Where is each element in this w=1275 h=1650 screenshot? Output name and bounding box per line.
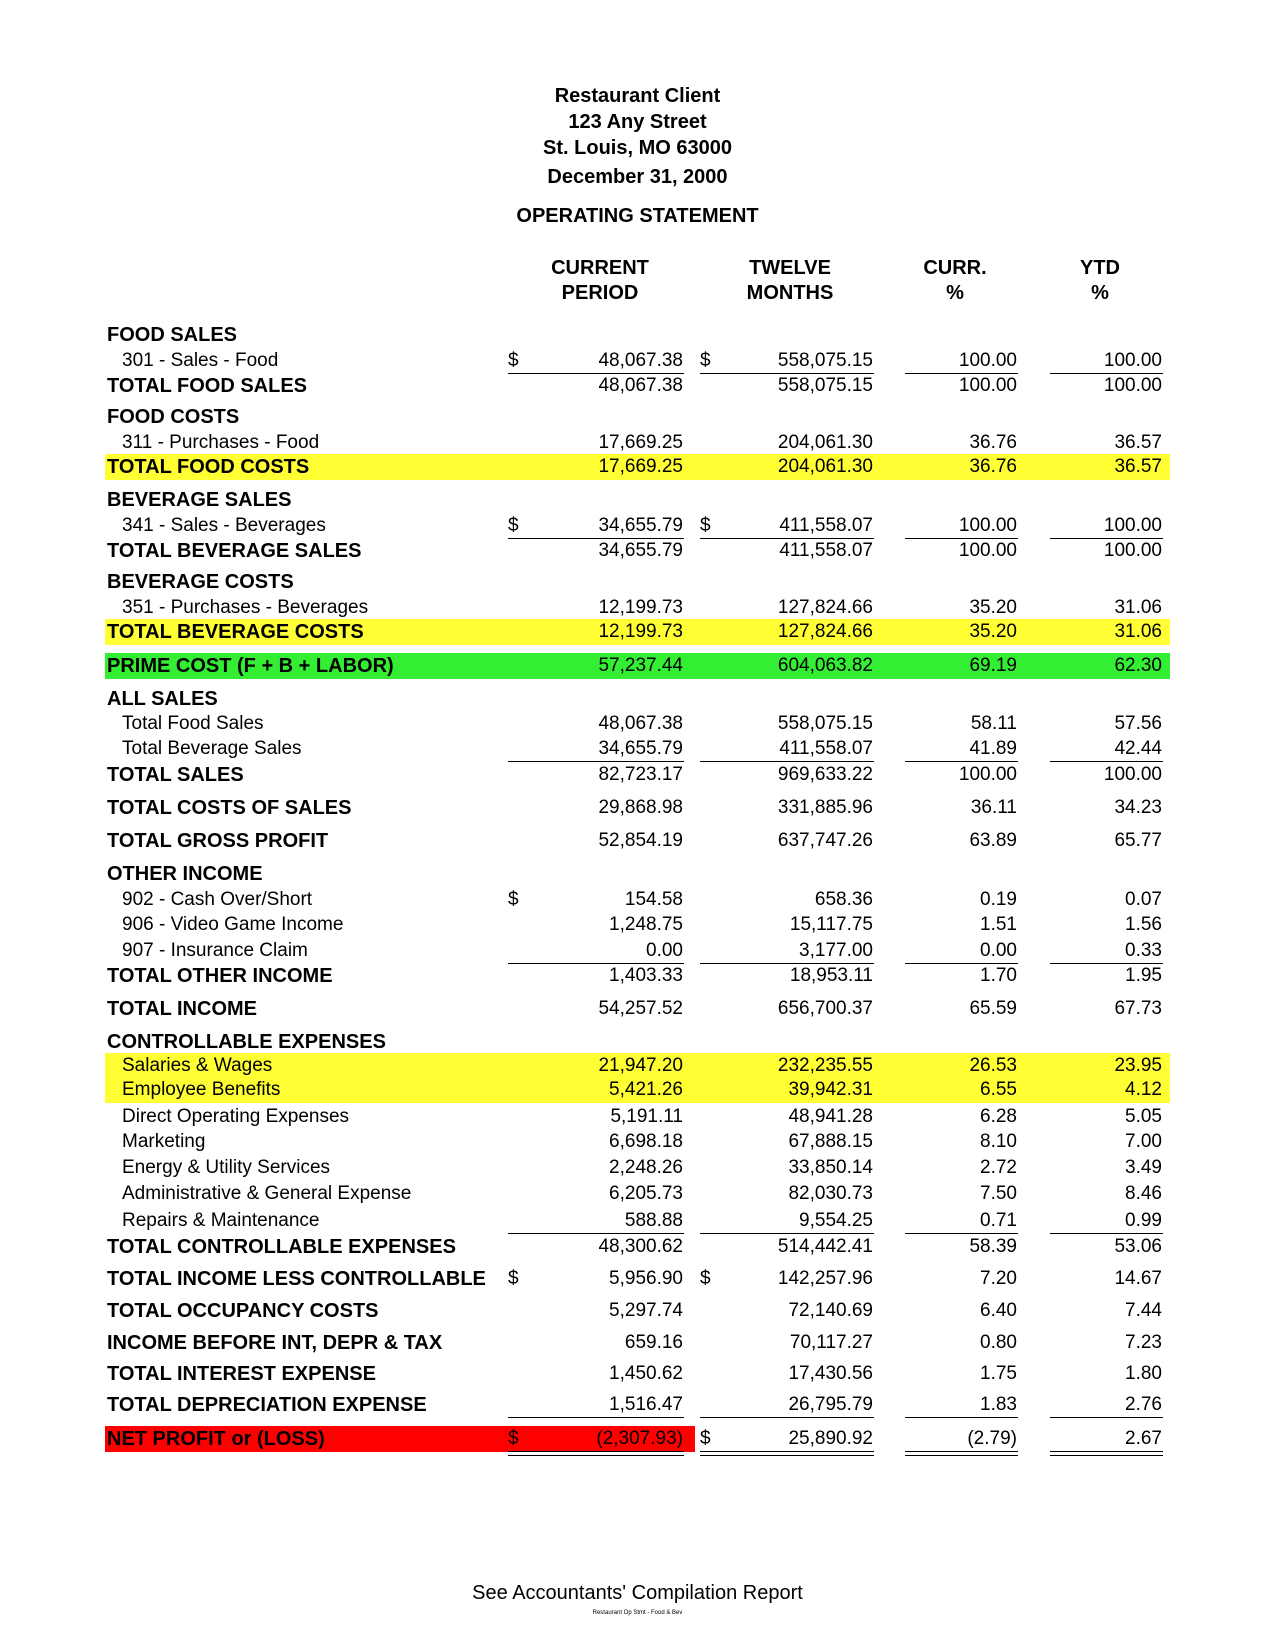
value-tm: 17,430.56: [788, 1363, 873, 1384]
value-tm: 48,941.28: [788, 1106, 873, 1127]
statement-row: [0, 1363, 1275, 1387]
row-label: 906 - Video Game Income: [122, 914, 344, 935]
underline: [905, 963, 1018, 964]
row-label: TOTAL COSTS OF SALES: [107, 797, 352, 819]
underline: [905, 1455, 1018, 1456]
underline: [1050, 538, 1163, 539]
value-tm: 558,075.15: [777, 713, 873, 734]
statement-row: [0, 515, 1275, 539]
value-cu: 1.51: [980, 914, 1017, 935]
row-label: CONTROLLABLE EXPENSES: [107, 1031, 386, 1053]
statement-row: [0, 375, 1275, 399]
statement-row: [0, 1131, 1275, 1155]
underline: [508, 1233, 684, 1234]
statement-row: [0, 1106, 1275, 1130]
value-yt: 62.30: [1114, 655, 1162, 676]
value-tm: 331,885.96: [777, 797, 873, 818]
value-yt: 100.00: [1103, 540, 1162, 561]
value-cp: 17,669.25: [598, 432, 683, 453]
row-label: TOTAL DEPRECIATION EXPENSE: [107, 1394, 427, 1416]
value-cp: (2,307.93): [596, 1428, 683, 1449]
value-cp: 659.16: [624, 1332, 683, 1353]
value-tm: 558,075.15: [777, 350, 873, 371]
col-current-period: [525, 256, 675, 306]
value-cu: 2.72: [980, 1157, 1017, 1178]
value-tm: 411,558.07: [779, 738, 873, 759]
underline: [1050, 373, 1163, 374]
underline: [508, 1451, 684, 1452]
value-yt: 5.05: [1125, 1106, 1162, 1127]
statement-row: [0, 1210, 1275, 1234]
row-label: Employee Benefits: [122, 1079, 281, 1100]
statement-row: [0, 764, 1275, 788]
value-cp: 34,655.79: [598, 738, 683, 759]
col-curr-percent-line2: %: [946, 282, 964, 304]
company-name: Restaurant Client: [554, 85, 721, 107]
statement-row: [0, 998, 1275, 1022]
value-cu: 0.80: [980, 1332, 1017, 1353]
row-label: Energy & Utility Services: [122, 1157, 331, 1178]
value-cu: 41.89: [969, 738, 1017, 759]
row-label: TOTAL BEVERAGE SALES: [107, 540, 362, 562]
statement-row: [0, 797, 1275, 821]
value-tm: 411,558.07: [779, 515, 873, 536]
value-yt: 34.23: [1114, 797, 1162, 818]
value-yt: 36.57: [1114, 456, 1162, 477]
value-cu: 36.76: [969, 432, 1017, 453]
value-tm: 204,061.30: [777, 432, 873, 453]
statement-row: [0, 1268, 1275, 1292]
value-tm: 411,558.07: [779, 540, 873, 561]
col-ytd-percent-line1: YTD: [1080, 257, 1120, 279]
value-tm: 39,942.31: [788, 1079, 873, 1100]
value-cu: 35.20: [969, 597, 1017, 618]
row-label: Administrative & General Expense: [122, 1183, 412, 1204]
value-yt: 7.23: [1125, 1332, 1162, 1353]
col-curr-percent: [905, 256, 1005, 306]
underline: [905, 1233, 1018, 1234]
underline: [508, 963, 684, 964]
underline: [905, 761, 1018, 762]
value-cu: 1.70: [980, 965, 1017, 986]
value-tm: 72,140.69: [788, 1300, 873, 1321]
value-cp: 29,868.98: [598, 797, 683, 818]
row-label: Salaries & Wages: [122, 1055, 273, 1076]
value-cp: 5,421.26: [609, 1079, 683, 1100]
value-yt: 31.06: [1114, 621, 1162, 642]
underline: [508, 1417, 684, 1418]
underline: [700, 963, 874, 964]
statement-row: [0, 456, 1275, 480]
value-cu: 100.00: [958, 350, 1017, 371]
value-cu: 36.11: [970, 797, 1017, 818]
value-yt: 7.44: [1125, 1300, 1162, 1321]
value-cp: 34,655.79: [598, 540, 683, 561]
value-cu: 69.19: [969, 655, 1017, 676]
value-cp: 2,248.26: [609, 1157, 683, 1178]
row-label: Direct Operating Expenses: [122, 1106, 350, 1127]
value-cp: 52,854.19: [598, 830, 683, 851]
footer-note: See Accountants' Compilation Report: [472, 1582, 803, 1604]
value-cu: 6.40: [980, 1300, 1017, 1321]
value-tm: 70,117.27: [789, 1332, 873, 1353]
value-yt: 100.00: [1103, 350, 1162, 371]
underline: [700, 1233, 874, 1234]
value-cu: 65.59: [969, 998, 1017, 1019]
value-cp: 5,297.74: [609, 1300, 683, 1321]
value-cp: 82,723.17: [598, 764, 683, 785]
row-label: Marketing: [122, 1131, 206, 1152]
value-cu: 100.00: [958, 515, 1017, 536]
value-yt: 8.46: [1125, 1183, 1162, 1204]
statement-row: [0, 1031, 1275, 1055]
value-cp: 1,450.62: [609, 1363, 683, 1384]
value-tm: 604,063.82: [777, 655, 873, 676]
value-cp: 57,237.44: [598, 655, 683, 676]
value-tm: 9,554.25: [799, 1210, 873, 1231]
value-tm: 969,633.22: [777, 764, 873, 785]
row-label: 907 - Insurance Claim: [122, 940, 308, 961]
value-cu: 1.75: [980, 1363, 1017, 1384]
value-yt: 0.33: [1125, 940, 1162, 961]
statement-row: [0, 489, 1275, 513]
value-cp: 1,403.33: [609, 965, 683, 986]
value-cu: 6.55: [980, 1079, 1017, 1100]
value-yt: 1.80: [1125, 1363, 1162, 1384]
row-label: Total Food Sales: [122, 713, 264, 734]
statement-row: [0, 688, 1275, 712]
underline: [700, 1417, 874, 1418]
row-label: TOTAL FOOD SALES: [107, 375, 308, 397]
value-yt: 100.00: [1103, 375, 1162, 396]
value-cp: 21,947.20: [598, 1055, 683, 1076]
value-cp: 17,669.25: [598, 456, 683, 477]
value-cp: 48,067.38: [598, 350, 683, 371]
statement-row: [0, 1236, 1275, 1260]
value-tm: 15,117.75: [789, 914, 873, 935]
dollar-sign: $: [508, 889, 519, 910]
row-label: 351 - Purchases - Beverages: [122, 597, 369, 618]
underline: [1050, 1455, 1163, 1456]
value-tm: 232,235.55: [777, 1055, 873, 1076]
row-label: PRIME COST (F + B + LABOR): [107, 655, 394, 677]
value-cu: 63.89: [969, 830, 1017, 851]
value-tm: 637,747.26: [777, 830, 873, 851]
col-twelve-months-line2: MONTHS: [746, 282, 834, 304]
value-cp: 5,956.90: [609, 1268, 683, 1289]
underline: [1050, 1233, 1163, 1234]
value-cu: 58.11: [970, 713, 1017, 734]
row-label: TOTAL INTEREST EXPENSE: [107, 1363, 376, 1385]
dollar-sign: $: [700, 350, 711, 371]
value-cu: 100.00: [958, 540, 1017, 561]
row-label: INCOME BEFORE INT, DEPR & TAX: [107, 1332, 443, 1354]
statement-row: [0, 889, 1275, 913]
statement-row: [0, 406, 1275, 430]
row-label: TOTAL INCOME: [107, 998, 257, 1020]
statement-row: [0, 713, 1275, 737]
dollar-sign: $: [700, 1428, 711, 1449]
row-label: TOTAL SALES: [107, 764, 244, 786]
value-cu: 100.00: [958, 375, 1017, 396]
underline: [508, 761, 684, 762]
value-tm: 26,795.79: [788, 1394, 873, 1415]
row-label: FOOD COSTS: [107, 406, 240, 428]
statement-row: [0, 1428, 1275, 1452]
value-cp: 54,257.52: [598, 998, 683, 1019]
value-yt: 0.99: [1125, 1210, 1162, 1231]
value-cp: 0.00: [646, 940, 683, 961]
value-cu: 100.00: [958, 764, 1017, 785]
statement-row: [0, 863, 1275, 887]
value-yt: 36.57: [1114, 432, 1162, 453]
underline: [700, 1451, 874, 1452]
row-label: TOTAL CONTROLLABLE EXPENSES: [107, 1236, 456, 1258]
row-label: BEVERAGE COSTS: [107, 571, 294, 593]
value-tm: 67,888.15: [788, 1131, 873, 1152]
statement-row: [0, 1157, 1275, 1181]
underline: [905, 538, 1018, 539]
col-ytd-percent-line2: %: [1091, 282, 1109, 304]
dollar-sign: $: [508, 1428, 519, 1449]
value-tm: 142,257.96: [777, 1268, 873, 1289]
underline: [508, 538, 684, 539]
value-yt: 53.06: [1114, 1236, 1162, 1257]
row-label: TOTAL BEVERAGE COSTS: [107, 621, 364, 643]
value-cp: 1,248.75: [609, 914, 683, 935]
value-tm: 127,824.66: [777, 621, 873, 642]
value-cu: 0.00: [980, 940, 1017, 961]
value-yt: 1.95: [1125, 965, 1162, 986]
underline: [1050, 1451, 1163, 1452]
row-label: TOTAL INCOME LESS CONTROLLABLE: [107, 1268, 486, 1290]
value-yt: 65.77: [1114, 830, 1162, 851]
underline: [700, 761, 874, 762]
value-cu: 8.10: [980, 1131, 1017, 1152]
underline: [905, 1417, 1018, 1418]
underline: [700, 1455, 874, 1456]
row-label: 301 - Sales - Food: [122, 350, 279, 371]
value-yt: 42.44: [1114, 738, 1162, 759]
row-label: 341 - Sales - Beverages: [122, 515, 326, 536]
statement-row: [0, 350, 1275, 374]
value-tm: 3,177.00: [799, 940, 873, 961]
underline: [905, 1451, 1018, 1452]
underline: [1050, 963, 1163, 964]
value-tm: 656,700.37: [777, 998, 873, 1019]
statement-row: [0, 571, 1275, 595]
underline: [508, 1455, 684, 1456]
col-current-period-line1: CURRENT: [551, 257, 649, 279]
value-cp: 48,067.38: [598, 713, 683, 734]
dollar-sign: $: [508, 515, 519, 536]
value-cp: 48,067.38: [598, 375, 683, 396]
statement-row: [0, 1183, 1275, 1207]
row-label: Repairs & Maintenance: [122, 1210, 320, 1231]
row-label: OTHER INCOME: [107, 863, 263, 885]
row-label: TOTAL OCCUPANCY COSTS: [107, 1300, 379, 1322]
row-label: TOTAL OTHER INCOME: [107, 965, 333, 987]
col-twelve-months: [715, 256, 865, 306]
value-yt: 57.56: [1114, 713, 1162, 734]
value-tm: 558,075.15: [777, 375, 873, 396]
dollar-sign: $: [700, 515, 711, 536]
statement-row: [0, 1332, 1275, 1356]
row-label: ALL SALES: [107, 688, 218, 710]
dollar-sign: $: [508, 1268, 519, 1289]
underline: [700, 538, 874, 539]
value-cp: 12,199.73: [598, 597, 683, 618]
value-cu: 6.28: [980, 1106, 1017, 1127]
value-cu: 36.76: [969, 456, 1017, 477]
statement-date: December 31, 2000: [547, 166, 728, 188]
row-label: NET PROFIT or (LOSS): [107, 1428, 325, 1450]
value-yt: 2.76: [1125, 1394, 1162, 1415]
value-cp: 1,516.47: [609, 1394, 683, 1415]
value-yt: 2.67: [1125, 1428, 1162, 1449]
col-ytd-percent: [1050, 256, 1150, 306]
statement-row: [0, 1079, 1275, 1103]
row-label: TOTAL FOOD COSTS: [107, 456, 310, 478]
statement-row: [0, 1055, 1275, 1079]
value-cu: (2.79): [967, 1428, 1017, 1449]
value-tm: 18,953.11: [789, 965, 873, 986]
company-street: 123 Any Street: [568, 111, 707, 133]
value-yt: 4.12: [1125, 1079, 1162, 1100]
underline: [508, 373, 684, 374]
statement-row: [0, 540, 1275, 564]
value-cu: 35.20: [969, 621, 1017, 642]
value-cu: 58.39: [969, 1236, 1017, 1257]
value-tm: 127,824.66: [777, 597, 873, 618]
col-twelve-months-line1: TWELVE: [749, 257, 831, 279]
statement-title: OPERATING STATEMENT: [516, 205, 759, 227]
statement-row: [0, 940, 1275, 964]
statement-row: [0, 597, 1275, 621]
underline: [1050, 761, 1163, 762]
col-curr-percent-line1: CURR.: [923, 257, 987, 279]
statement-row: [0, 432, 1275, 456]
statement-row: [0, 830, 1275, 854]
statement-row: [0, 738, 1275, 762]
value-yt: 3.49: [1125, 1157, 1162, 1178]
underline: [1050, 1417, 1163, 1418]
value-tm: 658.36: [814, 889, 873, 910]
statement-row: [0, 324, 1275, 348]
row-label: FOOD SALES: [107, 324, 238, 346]
value-yt: 0.07: [1125, 889, 1162, 910]
value-tm: 514,442.41: [777, 1236, 873, 1257]
value-cu: 7.20: [980, 1268, 1017, 1289]
value-yt: 14.67: [1114, 1268, 1162, 1289]
statement-row: [0, 914, 1275, 938]
value-yt: 67.73: [1114, 998, 1162, 1019]
value-cp: 6,205.73: [609, 1183, 683, 1204]
col-current-period-line2: PERIOD: [561, 282, 639, 304]
row-label: TOTAL GROSS PROFIT: [107, 830, 329, 852]
value-yt: 7.00: [1125, 1131, 1162, 1152]
value-cu: 26.53: [969, 1055, 1017, 1076]
statement-row: [0, 621, 1275, 645]
value-cu: 0.71: [980, 1210, 1017, 1231]
value-tm: 25,890.92: [788, 1428, 873, 1449]
value-cp: 588.88: [624, 1210, 683, 1231]
value-tm: 204,061.30: [777, 456, 873, 477]
statement-row: [0, 1300, 1275, 1324]
value-yt: 100.00: [1103, 515, 1162, 536]
statement-row: [0, 1394, 1275, 1418]
underline: [905, 373, 1018, 374]
value-cp: 34,655.79: [598, 515, 683, 536]
value-cu: 7.50: [980, 1183, 1017, 1204]
value-yt: 100.00: [1103, 764, 1162, 785]
statement-row: [0, 965, 1275, 989]
underline: [700, 373, 874, 374]
value-cp: 12,199.73: [598, 621, 683, 642]
row-label: 902 - Cash Over/Short: [122, 889, 313, 910]
value-tm: 82,030.73: [788, 1183, 873, 1204]
value-tm: 33,850.14: [788, 1157, 873, 1178]
company-city: St. Louis, MO 63000: [543, 137, 732, 159]
value-cp: 5,191.11: [610, 1106, 683, 1127]
value-cp: 154.58: [624, 889, 683, 910]
value-cu: 0.19: [980, 889, 1017, 910]
dollar-sign: $: [700, 1268, 711, 1289]
value-cp: 48,300.62: [598, 1236, 683, 1257]
statement-row: [0, 655, 1275, 679]
row-label: BEVERAGE SALES: [107, 489, 292, 511]
value-yt: 1.56: [1125, 914, 1162, 935]
value-yt: 23.95: [1114, 1055, 1162, 1076]
row-label: Total Beverage Sales: [122, 738, 302, 759]
dollar-sign: $: [508, 350, 519, 371]
value-cp: 6,698.18: [609, 1131, 683, 1152]
footer-doc-name: Restaurant Op Stmt - Food & Bev: [592, 1610, 683, 1616]
value-cu: 1.83: [980, 1394, 1017, 1415]
row-label: 311 - Purchases - Food: [122, 432, 320, 453]
value-yt: 31.06: [1114, 597, 1162, 618]
